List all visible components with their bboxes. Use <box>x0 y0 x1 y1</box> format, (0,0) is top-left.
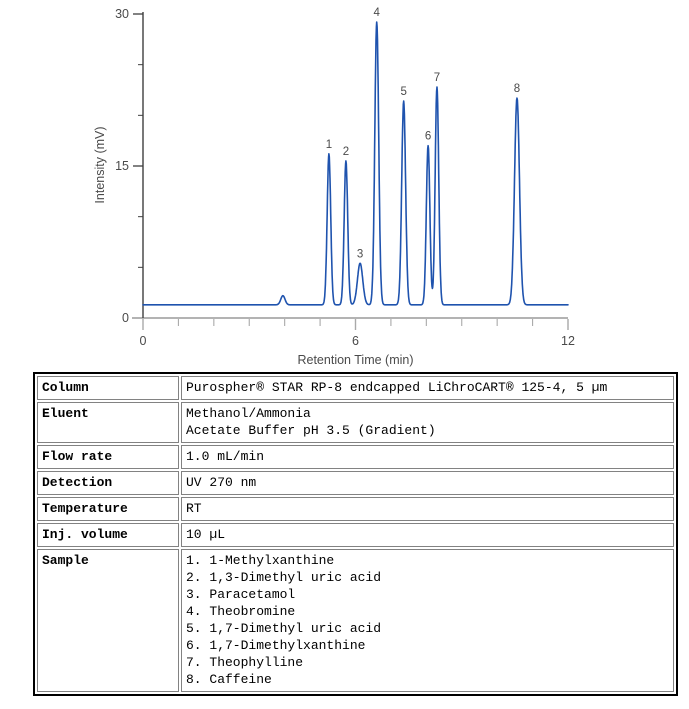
spec-row-label: Column <box>37 376 179 400</box>
spec-row-value <box>181 471 674 495</box>
peak-label-7: 7 <box>433 71 441 84</box>
spec-value-line: Methanol/Ammonia <box>186 406 311 421</box>
spec-row-label: Sample <box>37 549 179 692</box>
spec-value-line: Acetate Buffer pH 3.5 (Gradient) <box>186 423 436 438</box>
spec-value-line: 7. Theophylline <box>186 655 304 670</box>
spec-row-value <box>181 376 674 400</box>
spec-row-label: Detection <box>37 471 179 495</box>
spec-row-value <box>181 445 674 469</box>
spec-row <box>37 471 674 495</box>
peak-label-2: 2 <box>342 145 350 158</box>
spec-row-label: Eluent <box>37 402 179 443</box>
x-tick-label: 12 <box>561 334 575 348</box>
spec-row-value <box>181 497 674 521</box>
conditions-table <box>33 372 678 696</box>
spec-value-line: 4. Theobromine <box>186 604 296 619</box>
peak-label-6: 6 <box>424 130 432 143</box>
spec-row-value <box>181 549 674 692</box>
spec-row <box>37 402 674 443</box>
y-axis-title: Intensity (mV) <box>93 126 107 204</box>
spec-row <box>37 523 674 547</box>
spec-row <box>37 376 674 400</box>
spec-value-line: Purospher® STAR RP-8 endcapped LiChroCART® 125-4, 5 µm <box>186 380 608 395</box>
spec-row-label: Flow rate <box>37 445 179 469</box>
spec-row-value <box>181 523 674 547</box>
y-tick-label: 30 <box>115 7 129 21</box>
spec-value-line: UV 270 nm <box>186 475 257 490</box>
spec-value-line: 2. 1,3-Dimethyl uric acid <box>186 570 382 585</box>
peak-label-5: 5 <box>400 86 407 99</box>
x-tick-label: 6 <box>352 334 359 348</box>
spec-value-line: 1.0 mL/min <box>186 449 265 464</box>
x-axis-title: Retention Time (min) <box>297 353 414 367</box>
spec-row <box>37 445 674 469</box>
spec-row <box>37 497 674 521</box>
spec-row-value <box>181 402 674 443</box>
spec-value-line: 6. 1,7-Dimethylxanthine <box>186 638 366 653</box>
spec-value-line: 5. 1,7-Dimethyl uric acid <box>186 621 382 636</box>
spec-row <box>37 549 674 692</box>
spec-value-line: 8. Caffeine <box>186 672 272 687</box>
y-tick-label: 0 <box>122 311 129 325</box>
chromatogram-trace <box>143 22 568 305</box>
spec-value-line: 10 µL <box>186 527 226 542</box>
spec-row-label: Inj. volume <box>37 523 179 547</box>
spec-row-label: Temperature <box>37 497 179 521</box>
spec-value-line: 3. Paracetamol <box>186 587 296 602</box>
spec-value-line: RT <box>186 501 202 516</box>
spec-value-line: 1. 1-Methylxanthine <box>186 553 335 568</box>
x-tick-label: 0 <box>139 334 147 348</box>
peak-label-8: 8 <box>513 83 521 96</box>
peak-label-1: 1 <box>325 138 333 151</box>
y-tick-label: 15 <box>115 159 129 173</box>
peak-label-3: 3 <box>356 248 364 261</box>
peak-label-4: 4 <box>373 7 380 20</box>
